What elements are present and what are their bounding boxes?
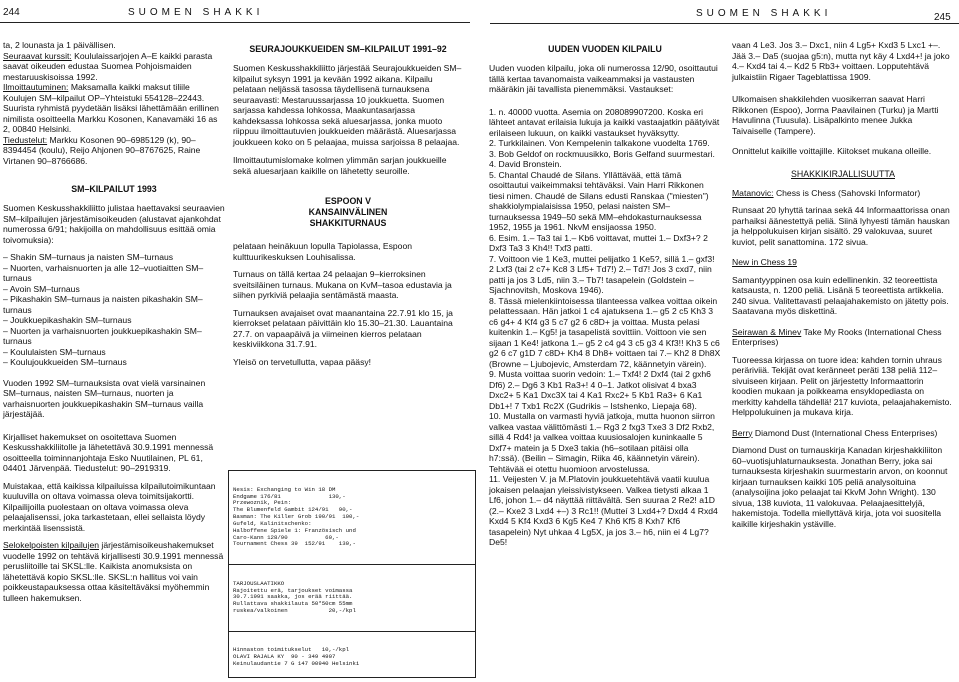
column-1 — [3, 40, 225, 610]
left-header-rule — [0, 22, 470, 23]
section-heading: SEURAJOUKKUEIDEN SM–KILPAILUT 1991–92 — [249, 44, 447, 54]
ad-line: Halboffene Spiele 1: Französisch und — [233, 526, 356, 534]
list-item: – Joukkuepikashakin SM–turnaus — [3, 315, 132, 325]
divider — [229, 631, 475, 632]
ad-line: TARJOUSLAATIKKO — [233, 579, 285, 587]
right-header-rule — [490, 23, 959, 24]
paragraph: ta, 2 lounasta ja 1 päivällisen. Seuraavat kurssit: Koululaissarjojen A–E kaikki parasta saavat oikeuden edustaa Suomea Pohjoismaiden mestaruuskisoissa 1992. Ilmoittautuminen: Maksamalla kaikki maksut tiliile Koulujen SM–kilpailut OP–Yhteistuki 554128–22443. Suurista ryhmistä pyydetään lisäksi lähettämään erillinen nimilista osoitteella Markku Kosonen, Kanavamäki 16 as 2, 00840 Helsinki. Tiedustelut: Markku Kosonen 90–6985129 (k), 90–8394454 (koulu), Reijo Ahjonen 90–8767625, Raine Virtanen 90–8766686. — [3, 40, 219, 166]
paragraph: Muistakaa, että kaikissa kilpailuissa kilpailutoimikuntaan kuuluvilla on oltava voimassa oleva toimitsijakortti. Kilpailijoilla puolestaan on oltava voimassa oleva pelaajalisenssi, joka tarkastetaan, ellei sellaista löydy merkintää lisenssistä. — [3, 480, 216, 533]
ad-line: Tournament Chess 39 152/91 130,- — [233, 540, 356, 548]
paragraph: Yleisö on tervetullutta, vapaa pääsy! — [233, 356, 372, 367]
ad-contact — [233, 647, 471, 668]
list-item: – Nuorten ja varhaisnuorten joukkuepikashakin SM–turnaus — [3, 325, 202, 346]
paragraph: Runsaat 20 lyhyttä tarinaa sekä 44 Informaattorissa onan parhaiksi äänestettyä peliä. Siinä lyhyesti tämän hauskan ja helppolukuisen kirjan sisältö. 29 valokuvaa, suuret kuviot, pelit sanattomina. 172 sivua. — [732, 205, 950, 247]
bookshop-ad-box — [228, 470, 476, 678]
ad-line: Rullattava shakkilauta 50*50cm 55mm — [233, 600, 353, 608]
paragraph: pelataan heinäkuun lopulla Tapiolassa, Espoon kulttuurikeskuksen Louhisalissa. — [233, 241, 413, 262]
paragraph: Vuoden 1992 SM–turnauksista ovat vielä varsinainen SM–turnaus, naisten SM–turnaus, nuorten ja varhaisnuorten joukkuepikashakin SM–turnaus vailla järjestäjää. — [3, 377, 206, 419]
column-2 — [233, 40, 463, 374]
championship-list — [3, 252, 225, 368]
ad-line: Basman: The Killer Grob 190/91 100,- — [233, 513, 360, 521]
section-heading: SM–KILPAILUT 1993 — [71, 184, 157, 194]
list-item: – Koululaisten SM–turnaus — [3, 346, 106, 357]
ad-line: Przewoznik, Pein: — [233, 499, 292, 507]
ad-book-list — [233, 487, 471, 549]
paragraph: Diamond Dust on turnauskirja Kanadan kirjeshakkiliiton 60–vuotisjuhlaturnauksesta. Jonathan Berry, joka sai turnauksesta kirjeshakin suurmestarin arvon, on koonnut kirjaan turnauksen kaikki 105 peliä analysoituina (analysoijina joko pelaajat tai KkvM John Wright). 130 sivua, 138 kuviota, 11 valokuvaa. Pelaajaesittelyjä, hakemistoja. Todella miellyttävä kirja, jota voi suositella kaikille kirjeshakin ystäville. — [732, 445, 948, 529]
list-item: – Pikashakin SM–turnaus ja naisten pikashakin SM–turnaus — [3, 294, 203, 315]
paragraph: Ilmoittautumislomake kolmen ylimmän sarjan joukkueille sekä aluesarjaan kaikille on lähetetty seuroille. — [233, 155, 447, 176]
paragraph: Seirawan & Minev Take My Rooks (International Chess Enterprises) — [732, 326, 942, 347]
list-item: – Shakin SM–turnaus ja naisten SM–turnaus — [3, 252, 174, 262]
column-4 — [732, 40, 954, 536]
section-heading: ESPOON V KANSAINVÄLINEN SHAKKITURNAUS — [308, 196, 388, 228]
ad-line: Hinnaston toimitukselut 10,-/kpl — [233, 646, 350, 654]
left-page-number: 244 — [3, 7, 20, 18]
paragraph: Selokelpoisten kilpailujen järjestämisoikeushakemukset vuodelle 1992 on tehtävä kirjallisesti 30.9.1991 mennessä perusliitoille tai SKSL:lle. Kaikista anomuksista on lähetettävä kopio SKSL:lle. SKSL:n hallitus voi vain poikkeustapauksessa ottaa käsiteltäväksi myöhemmin tulleen hakemuksen. — [3, 540, 224, 603]
ad-line: Keinulaudantie 7 G 147 00940 Helsinki — [233, 659, 360, 667]
ad-line: Nesis: Exchanging to Win 18 DM — [233, 485, 336, 493]
ad-line: Caro-Kann 128/90 60,- — [233, 533, 339, 541]
divider — [229, 564, 475, 565]
ad-line: OLAVI RAJALA KY 90 - 349 4907 — [233, 653, 336, 661]
list-item: – Nuorten, varhaisnuorten ja alle 12–vuotiaitten SM–turnaus — [3, 262, 204, 283]
paragraph: Matanovic: Chess is Chess (Sahovski Informator) — [732, 187, 921, 198]
paragraph: Turnauksen avajaiset ovat maanantaina 22.7.91 klo 15, ja kierrokset pelataan päivittäin klo 15.30–21.30. Lauantaina 27.7. on vapaapäivä ja viimeinen kierros pelataan keskiviikkona 31.7.91. — [233, 307, 453, 349]
paragraph: Suomen Keskusshakkiliitto järjestää Seurajoukkueiden SM–kilpailut syksyn 1991 ja kevään 1992 aikana. Kilpailu pelataan neljässä tasossa täydellisenä turnauksena seuraavasti: Mestaruussarjassa 10 joukkuetta. Suomen sarjassa kahdessa lohkossa, Maakuntasarjassa kahdeksassa lohkossa sekä aluesarjassa, jonka muoto riippuu ilmoittautuvien joukkueiden määrästä. Aluesarjassa joukkueen koko on 5 pelaajaa, muissa sarjoissa 8 pelaajaa. — [233, 63, 462, 147]
ad-line: Endgame 176/81 130,- — [233, 492, 346, 500]
right-running-title: SUOMEN SHAKKI — [696, 8, 832, 19]
ad-line: Rajoitettu erä, tarjoukset voimassa — [233, 586, 353, 594]
paragraph: Suomen Keskusshakkiliitto julistaa haettavaksi seuraavien SM–kilpailujen järjestämisoikeuden (alustavat ajankohdat numerossa 6/91; hakijoilla on mahdollisuus esittää omia toivomuksia): — [3, 203, 225, 245]
ad-line: 30.7.1991 saakka, jos erää riittää. — [233, 593, 353, 601]
right-page-number: 245 — [934, 12, 951, 23]
paragraph: Berry Diamond Dust (International Chess Enterprises) — [732, 427, 938, 438]
ad-line: The Blumenfeld Gambit 124/91 90,- — [233, 506, 353, 514]
ad-line: Gufeld, Kalinitschenko: — [233, 519, 312, 527]
paragraph: Onnittelut kaikille voittajille. Kiitokset mukana olleille. — [732, 146, 932, 156]
paragraph: vaan 4 Le3. Jos 3.– Dxc1, niin 4 Lg5+ Kxd3 5 Lxc1 +–. Jää 3.– Da5 (suojaa g5:n), mutta nyt käy 4 Lxd4+! ja joko 4.– Kxd4 tai 4.– Kd2 5 Rb3+ voittaen. Lopputehtävä julkaistiin Rigaer Tageblattissa 1909. — [732, 40, 950, 82]
list-item: – Avoin SM–turnaus — [3, 283, 80, 294]
paragraph: New in Chess 19 — [732, 257, 797, 267]
paragraph: Turnaus on tällä kertaa 24 pelaajan 9–kierroksinen sveitsiläinen turnaus. Mukana on KvM–tasoa edustavia ja siihen pyrkiviä pelaajia sentämästä maasta. — [233, 269, 452, 300]
paragraph: 1. n. 40000 vuotta. Asemia on 208089907200. Koska eri lähteet antavat erilaisia lukuja ja kaikki vastaajatkin päätyivät erilaiseen lukuun, on kaikki vastaukset hyväksytty. 2. Turkkilainen. Von Kempelenin talkakone vuodelta 1769. 3. Bob Geldof on rockmuusikko, Boris Gelfand suurmestari. 4. David Bronstein. 5. Chantal Chaudé de Silans. Yllättävää, että tämä osoittautui vaikeimmaksi tehtäväksi. Vain Harri Rikkonen tiesi nimen. Chaudé de Silans edusti Ranskaa ("miesten") shakkiolympialaisissa 1950, pelasi naisten SM–turnauksessa 1949–50 sekä MM–ehdokasturnauksessa 1952, 1955 ja 1961. NkvM ensijaossa 1950. 6. Esim. 1.– Ta3 tai 1.– Kb6 voittavat, muttei 1.– Dxf3+? 2 Dxf3 Ta3 3 Kh4!! Txf3 patti. 7. Voittoon vie 1 Ke3, muttei pelijatko 1 Ke5?, sillä 1.– gxf3! 2 Lxf3 (tai 2 c7+ Kc8 3 Lf5+ Td7!) 2.– Td7! Jos 3 cxd7, niin patti ja jos 3 Ld5, niin 3.– Tb7! tasapelein (Goldstein – Sjachnovitsh, Moskova 1946). 8. Tässä mielenkiintoisessa tilanteessa valkea voittaa oikein pelattessaan. Hän jatkoi 1 c4 ajatuksena 1.– g5 2 c5 Kh3 3 c6 g4+ 4 Kf4 g3 5 c7 g2 6 c8D+ ja voittaa. Musta pelasi kuitenkin 1.– Kg5! ja tasapelistä sovittiin. Voittoon vie sen sijaan 1 Ke4! jatkona 1.– g5 2 c4 g4 3 c5 g3 4 Kf3!! Kh3 5 c6 g2 6 c7 g1D 7 c8D+ Kh4 8 Dh8+ voittaen tai 7.– Kh2 8 Dh8X (Browne – Ljubojevic, Amsterdam 72, käännetyin värein). 9. Musta voittaa suorin vedoin: 1.– Txf4! 2 Dxf4 (tai 2 gxh6 Df6) 2.– Dg6 3 Kb1 Ra3+! 4 0–1. Jatkot olisivat 4 bxa3 Dxc2+ 5 Ka1 Dxc3X tai 4 Ka1 Rxc2+ 5 Kb1 Ra3+ 6 Ka1 Db1+! 7 Txb1 Rc2X (Gudrikis – Istshenko, Liepaja 68). 10. Mustalla on varmasti hyviä jatkoja, mutta huonon siirron valkea vastaa välittömästi 1.– Rg3 2 fxg3 Txe3 3 Df2 Rxb2, sillä 4 Rd4! ja valkea voittaa kuusiosalojen kuninkaalle 5 Dxf7+ matein ja 5 Dxe3 takia (h6–sotilaan pitäisi olla h7:ssä). (Beilin – Simagin, Riika 46, käännetyin värein). Tehtävää ei otettu huomioon arvostelussa. 11. Veijesten V. ja M.Platovin joukkuetehtävä vaatii kuulua jokaisen pelaajan yleissivistykseen. Valkea tietysti alkaa 1 Lf6, johon 1.– d4 näyttää riittävältä. Sen suuraa 2 Re2! a1D (2.– Kxe2 3 Lxd4 +–) 3 Rc1!! (Mutteí 3 Lxd4+? Dxd4 4 Rxd4 Kxd4 5 Kf4 Kxd3 6 Kg5 Ke4 7 Kh6 Kf5 8 Kxh7 Kf6 tasapelein) Nyt uhkaa 4 Lg5X, ja jos 3.– h6, niin ei 4 Lg7? De5! — [489, 106, 721, 547]
left-running-title: SUOMEN SHAKKI — [128, 7, 264, 18]
ad-offer — [233, 581, 471, 615]
column-3 — [489, 40, 721, 555]
paragraph: Kirjalliset hakemukset on osoitettava Suomen Keskusshakkiliitolle ja lähetettävä 30.9.1991 mennessä osoitteella toiminnanjohtaja Esko Nuutilainen, PL 61, 04401 Järvenpää. Tiedustelut: 90–2919319. — [3, 431, 214, 473]
list-item: – Koulujoukkueiden SM–turnaus — [3, 357, 127, 367]
paragraph: Uuden vuoden kilpailu, joka oli numerossa 12/90, osoittautui tällä kertaa tavanomaista vaikeammaksi ja vastausten määräkin jäi tavallista pienemmäksi. Vastaukset: — [489, 63, 718, 94]
section-heading: SHAKKIKIRJALLISUUTTA — [791, 168, 895, 179]
section-heading: UUDEN VUODEN KILPAILU — [548, 44, 662, 54]
paragraph: Ulkomaisen shakkilehden vuosikerran saavat Harri Rikkonen (Espoo), Jorma Paavilainen (Turku) ja Martti Havulinna (Tuusula). Lisäpalkinto menee Jukka Taivaiselle (Tampere). — [732, 94, 939, 136]
paragraph: Tuoreessa kirjassa on tuore idea: kahden tornin uhraus peräriviiä. Tekijät ovat keränneet peräti 138 peliä 112–sivuiseen kirjaan. Pelit on järjestetty Informaattorin koodien mukaan ja poikkeama ensyklopediasta on merkitty kahdella tähdellä! 217 kuviota, pelaajahakemisto. Helppolukuinen ja mukava kirja. — [732, 354, 952, 417]
ad-line: ruskea/valkoinen 20,-/kpl — [233, 607, 356, 615]
paragraph: Samantyyppinen osa kuin edellinenkin. 32 teoreettista katsausta, n. 1200 peliä. Lisänä 5 teoreettista artikkelia. 240 sivua. Valitettavasti pelaajahakemisto on jätetty pois. Saatavana myös diskettinä. — [732, 274, 949, 316]
